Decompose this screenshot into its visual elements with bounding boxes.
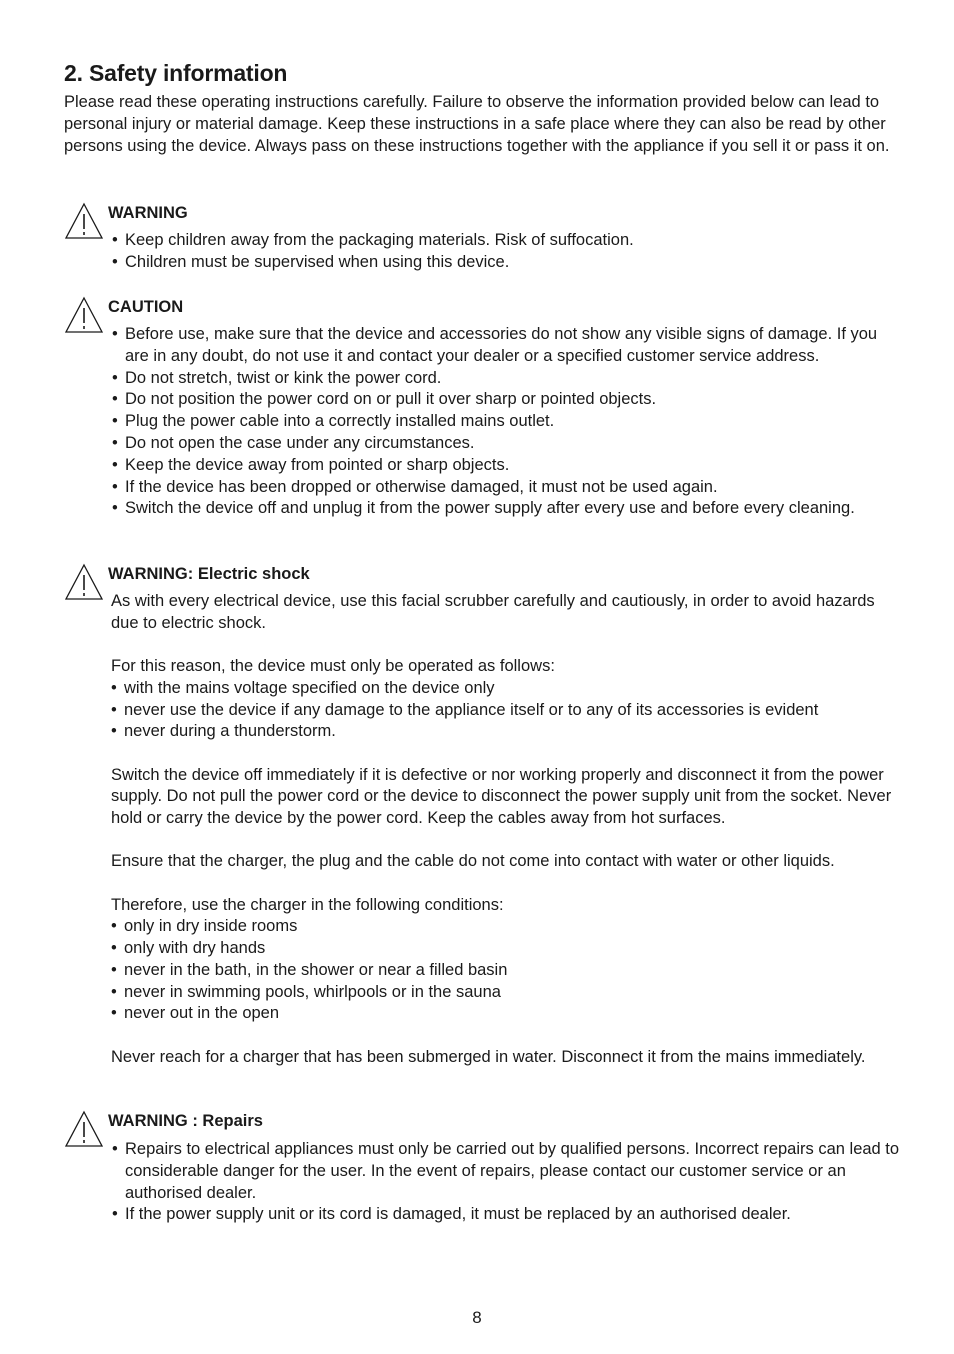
warning-heading: WARNING: [108, 204, 188, 222]
list-item: • never use the device if any damage to the appliance itself or to any of its accessories is evident: [111, 700, 901, 722]
charger-conditions-list: [111, 916, 901, 1025]
electric-shock-body: [111, 591, 901, 1068]
list-item: • Before use, make sure that the device and accessories do not show any visible signs of damage. If you are in any doubt, do not use it and contact your dealer or a specified customer service address.: [112, 324, 902, 368]
list-item: • Plug the power cable into a correctly installed mains outlet.: [112, 411, 902, 433]
warning-list: [112, 230, 902, 274]
list-item: • never during a thunderstorm.: [111, 721, 901, 743]
page-number: 8: [472, 1308, 482, 1327]
intro-paragraph: Please read these operating instructions carefully. Failure to observe the information provided below can lead to personal injury or material damage. Keep these instructions in a safe place where they can also be read by other persons using the device. Always pass on these instructions together with the appliance if you sell it or pass it on.: [64, 93, 890, 155]
list-item: • Do not stretch, twist or kink the power cord.: [112, 368, 902, 390]
list-item: • only in dry inside rooms: [111, 916, 901, 938]
warning-triangle-icon: [64, 202, 104, 240]
paragraph: Ensure that the charger, the plug and the cable do not come into contact with water or other liquids.: [111, 852, 835, 871]
list-item: • If the power supply unit or its cord is damaged, it must be replaced by an authorised dealer.: [112, 1204, 902, 1226]
list-item: • Keep the device away from pointed or sharp objects.: [112, 455, 902, 477]
list-item: • Do not open the case under any circumstances.: [112, 433, 902, 455]
list-item: • Do not position the power cord on or pull it over sharp or pointed objects.: [112, 389, 902, 411]
operating-conditions-list: [111, 678, 901, 743]
repairs-heading: WARNING : Repairs: [108, 1112, 263, 1130]
paragraph: Switch the device off immediately if it is defective or nor working properly and disconnect it from the power supply. Do not pull the power cord or the device to disconnect the power supply unit from the socket. Never hold or carry the device by the power cord. Keep the cables away from hot surfaces.: [111, 765, 892, 827]
warning-triangle-icon: [64, 563, 104, 601]
electric-shock-heading: WARNING: Electric shock: [108, 565, 310, 583]
repairs-list: [112, 1139, 902, 1226]
list-item: • never out in the open: [111, 1003, 901, 1025]
list-item: • never in the bath, in the shower or near a filled basin: [111, 960, 901, 982]
list-item: • Children must be supervised when using this device.: [112, 252, 902, 274]
list-item: • only with dry hands: [111, 938, 901, 960]
list-item: • Repairs to electrical appliances must only be carried out by qualified persons. Incorrect repairs can lead to considerable danger for the user. In the event of repairs, please contact our customer service or an authorised dealer.: [112, 1139, 902, 1204]
list-item: • Switch the device off and unplug it from the power supply after every use and before every cleaning.: [112, 498, 902, 520]
list-item: • with the mains voltage specified on the device only: [111, 678, 901, 700]
caution-heading: CAUTION: [108, 298, 184, 316]
paragraph: As with every electrical device, use this facial scrubber carefully and cautiously, in order to avoid hazards due to electric shock.: [111, 592, 875, 632]
paragraph: Never reach for a charger that has been submerged in water. Disconnect it from the mains immediately.: [111, 1047, 866, 1066]
paragraph: Therefore, use the charger in the following conditions:: [111, 895, 504, 914]
warning-triangle-icon: [64, 1110, 104, 1148]
list-item: • If the device has been dropped or otherwise damaged, it must not be used again.: [112, 477, 902, 499]
warning-triangle-icon: [64, 296, 104, 334]
list-item: • Keep children away from the packaging materials. Risk of suffocation.: [112, 230, 902, 252]
section-title: 2. Safety information: [64, 60, 288, 86]
caution-list: [112, 324, 902, 520]
list-item: • never in swimming pools, whirlpools or in the sauna: [111, 982, 901, 1004]
paragraph: For this reason, the device must only be operated as follows:: [111, 657, 555, 676]
